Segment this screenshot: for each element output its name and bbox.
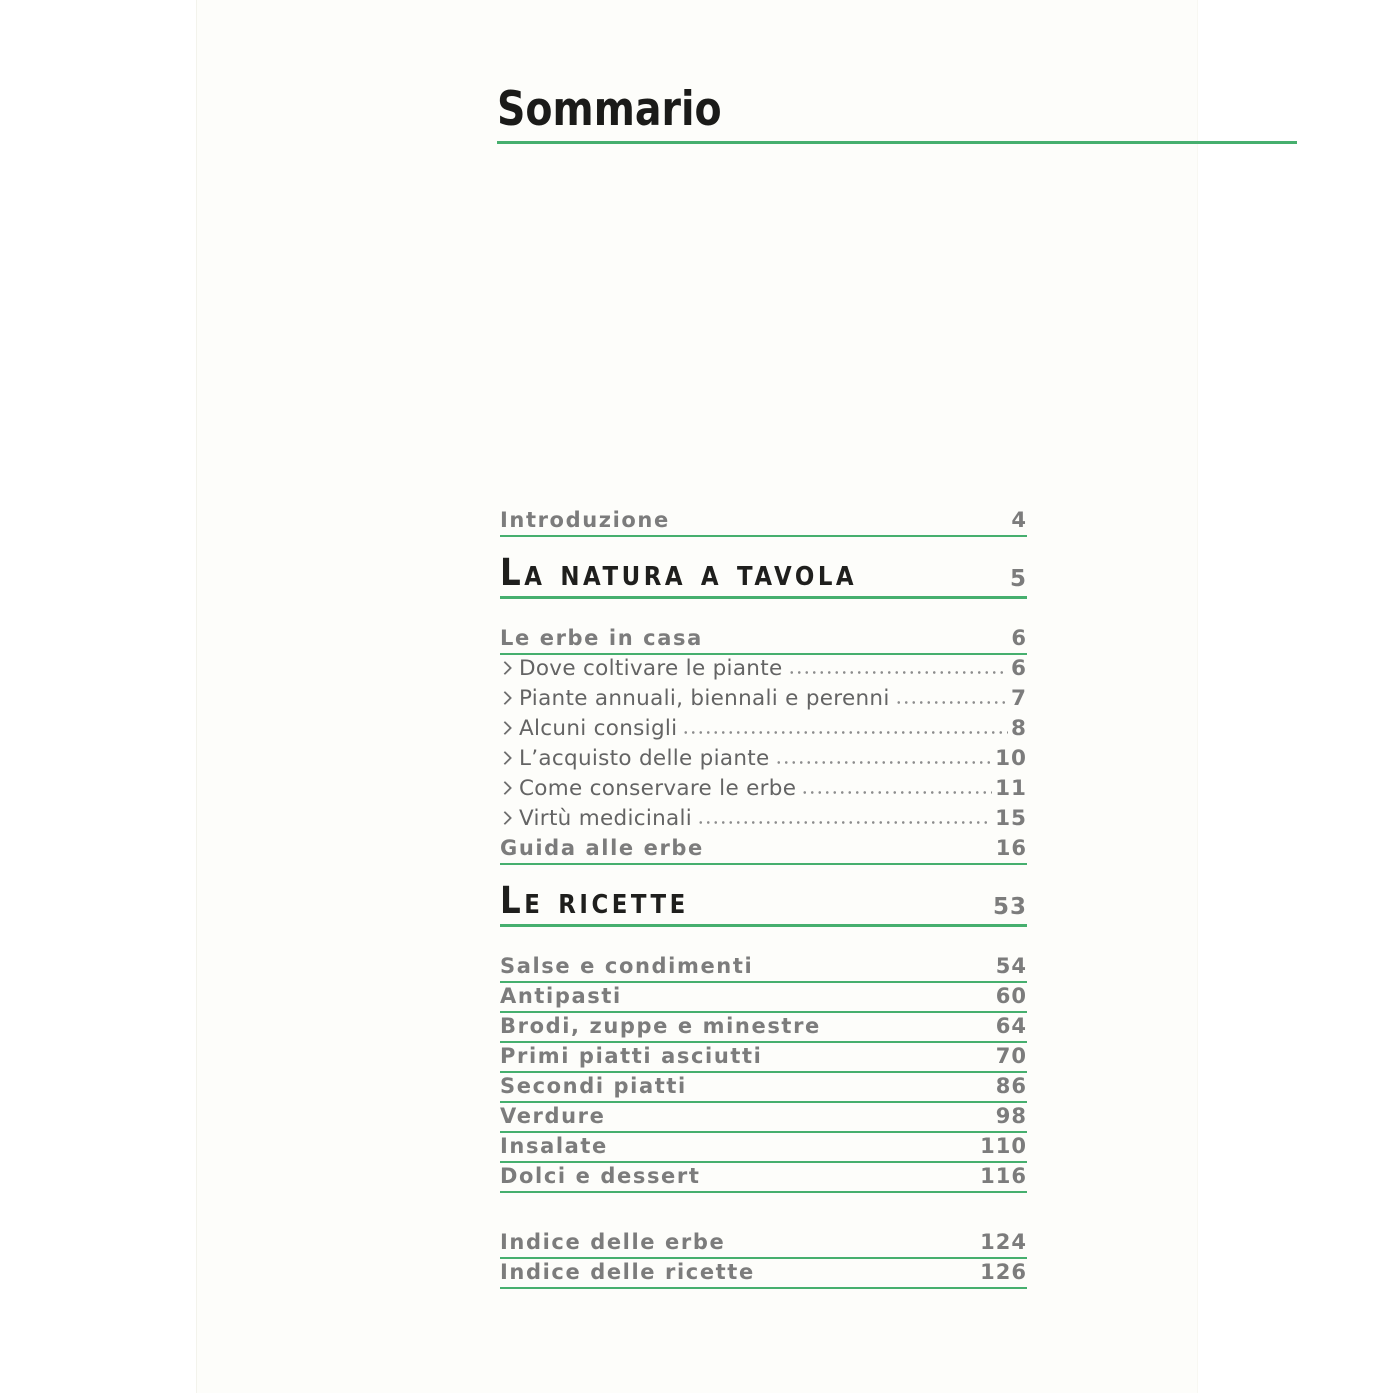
toc-page-number: 60 <box>995 984 1027 1008</box>
toc-section-label: La natura a tavola <box>500 551 858 594</box>
toc-page-number: 98 <box>995 1104 1027 1128</box>
toc-entry-label: Dolci e dessert <box>500 1164 701 1188</box>
toc-subentry <box>500 657 1027 680</box>
toc-entry-dolci-e-dessert <box>500 1165 1027 1193</box>
toc-entry-indice-delle-ricette <box>500 1261 1027 1289</box>
toc-page-number: 53 <box>992 894 1027 920</box>
toc-subentry <box>500 747 1027 770</box>
dot-leader <box>801 790 992 795</box>
page-background <box>196 0 1198 1393</box>
toc-entry-label: Primi piatti asciutti <box>500 1044 763 1068</box>
toc-entry-label: Secondi piatti <box>500 1074 687 1098</box>
toc-page-number: 16 <box>995 836 1027 860</box>
toc-entry-label: Brodi, zuppe e minestre <box>500 1014 821 1038</box>
toc-entry-label: Verdure <box>500 1104 606 1128</box>
toc-entry-verdure <box>500 1105 1027 1133</box>
toc-entry-label: Antipasti <box>500 984 622 1008</box>
chevron-right-icon <box>498 811 512 825</box>
toc-entry-indice-delle-erbe <box>500 1231 1027 1259</box>
toc-entry-insalate <box>500 1135 1027 1163</box>
toc-subentry <box>500 687 1027 710</box>
toc-entry-label: Insalate <box>500 1134 608 1158</box>
toc-page-number: 11 <box>995 776 1027 801</box>
toc-subentry-label: Come conservare le erbe <box>519 776 797 801</box>
chevron-right-icon <box>498 751 512 765</box>
toc-page-number: 86 <box>995 1074 1027 1098</box>
toc-entry-le-erbe-in-casa <box>500 627 1027 655</box>
toc-subentry-label: Piante annuali, biennali e perenni <box>519 686 890 711</box>
chevron-right-icon <box>498 661 512 675</box>
toc-page-number: 5 <box>1009 566 1027 592</box>
toc-page-number: 6 <box>1011 656 1027 681</box>
toc-entry-label: Introduzione <box>500 508 670 532</box>
toc-page-number: 126 <box>980 1260 1027 1284</box>
toc-subentry <box>500 777 1027 800</box>
toc-subentry-label: Alcuni consigli <box>519 716 678 741</box>
dot-leader <box>697 820 992 825</box>
toc-section-label: Le ricette <box>500 879 689 922</box>
table-of-contents <box>500 509 1027 1291</box>
toc-entry-label: Guida alle erbe <box>500 836 704 860</box>
toc-subentry-label: L’acquisto delle piante <box>519 746 770 771</box>
chevron-right-icon <box>498 781 512 795</box>
toc-page-number: 124 <box>980 1230 1027 1254</box>
toc-entry-primi-piatti-asciutti <box>500 1045 1027 1073</box>
toc-subentry <box>500 717 1027 740</box>
toc-page-number: 10 <box>995 746 1027 771</box>
dot-leader <box>788 670 1009 675</box>
page-title-block <box>497 82 1297 144</box>
toc-entry-antipasti <box>500 985 1027 1013</box>
toc-entry-introduzione <box>500 509 1027 537</box>
chevron-right-icon <box>498 691 512 705</box>
toc-entry-label: Indice delle ricette <box>500 1260 755 1284</box>
toc-entry-brodi-zuppe-e-minestre <box>500 1015 1027 1043</box>
toc-page-number: 7 <box>1011 686 1027 711</box>
dot-leader <box>682 730 1008 735</box>
dot-leader <box>775 760 993 765</box>
toc-page-number: 54 <box>995 954 1027 978</box>
toc-page-number: 4 <box>1011 508 1027 532</box>
chevron-right-icon <box>498 721 512 735</box>
toc-entry-guida-alle-erbe <box>500 837 1027 865</box>
toc-page-number: 116 <box>980 1164 1027 1188</box>
toc-page-number: 6 <box>1011 626 1027 650</box>
toc-entry-secondi-piatti <box>500 1075 1027 1103</box>
toc-section-la-natura-a-tavola <box>500 551 1027 599</box>
page-title: Sommario <box>497 82 722 137</box>
toc-section-le-ricette <box>500 879 1027 927</box>
toc-entry-label: Le erbe in casa <box>500 626 703 650</box>
dot-leader <box>895 700 1008 705</box>
toc-subentry-label: Virtù medicinali <box>519 806 693 831</box>
toc-page-number: 8 <box>1011 716 1027 741</box>
toc-page-number: 15 <box>995 806 1027 831</box>
toc-page-number: 110 <box>980 1134 1027 1158</box>
toc-entry-salse-e-condimenti <box>500 955 1027 983</box>
toc-entry-label: Salse e condimenti <box>500 954 754 978</box>
toc-entry-label: Indice delle erbe <box>500 1230 726 1254</box>
toc-page-number: 64 <box>995 1014 1027 1038</box>
toc-subentry <box>500 807 1027 830</box>
toc-page-number: 70 <box>995 1044 1027 1068</box>
toc-subentry-label: Dove coltivare le piante <box>519 656 783 681</box>
